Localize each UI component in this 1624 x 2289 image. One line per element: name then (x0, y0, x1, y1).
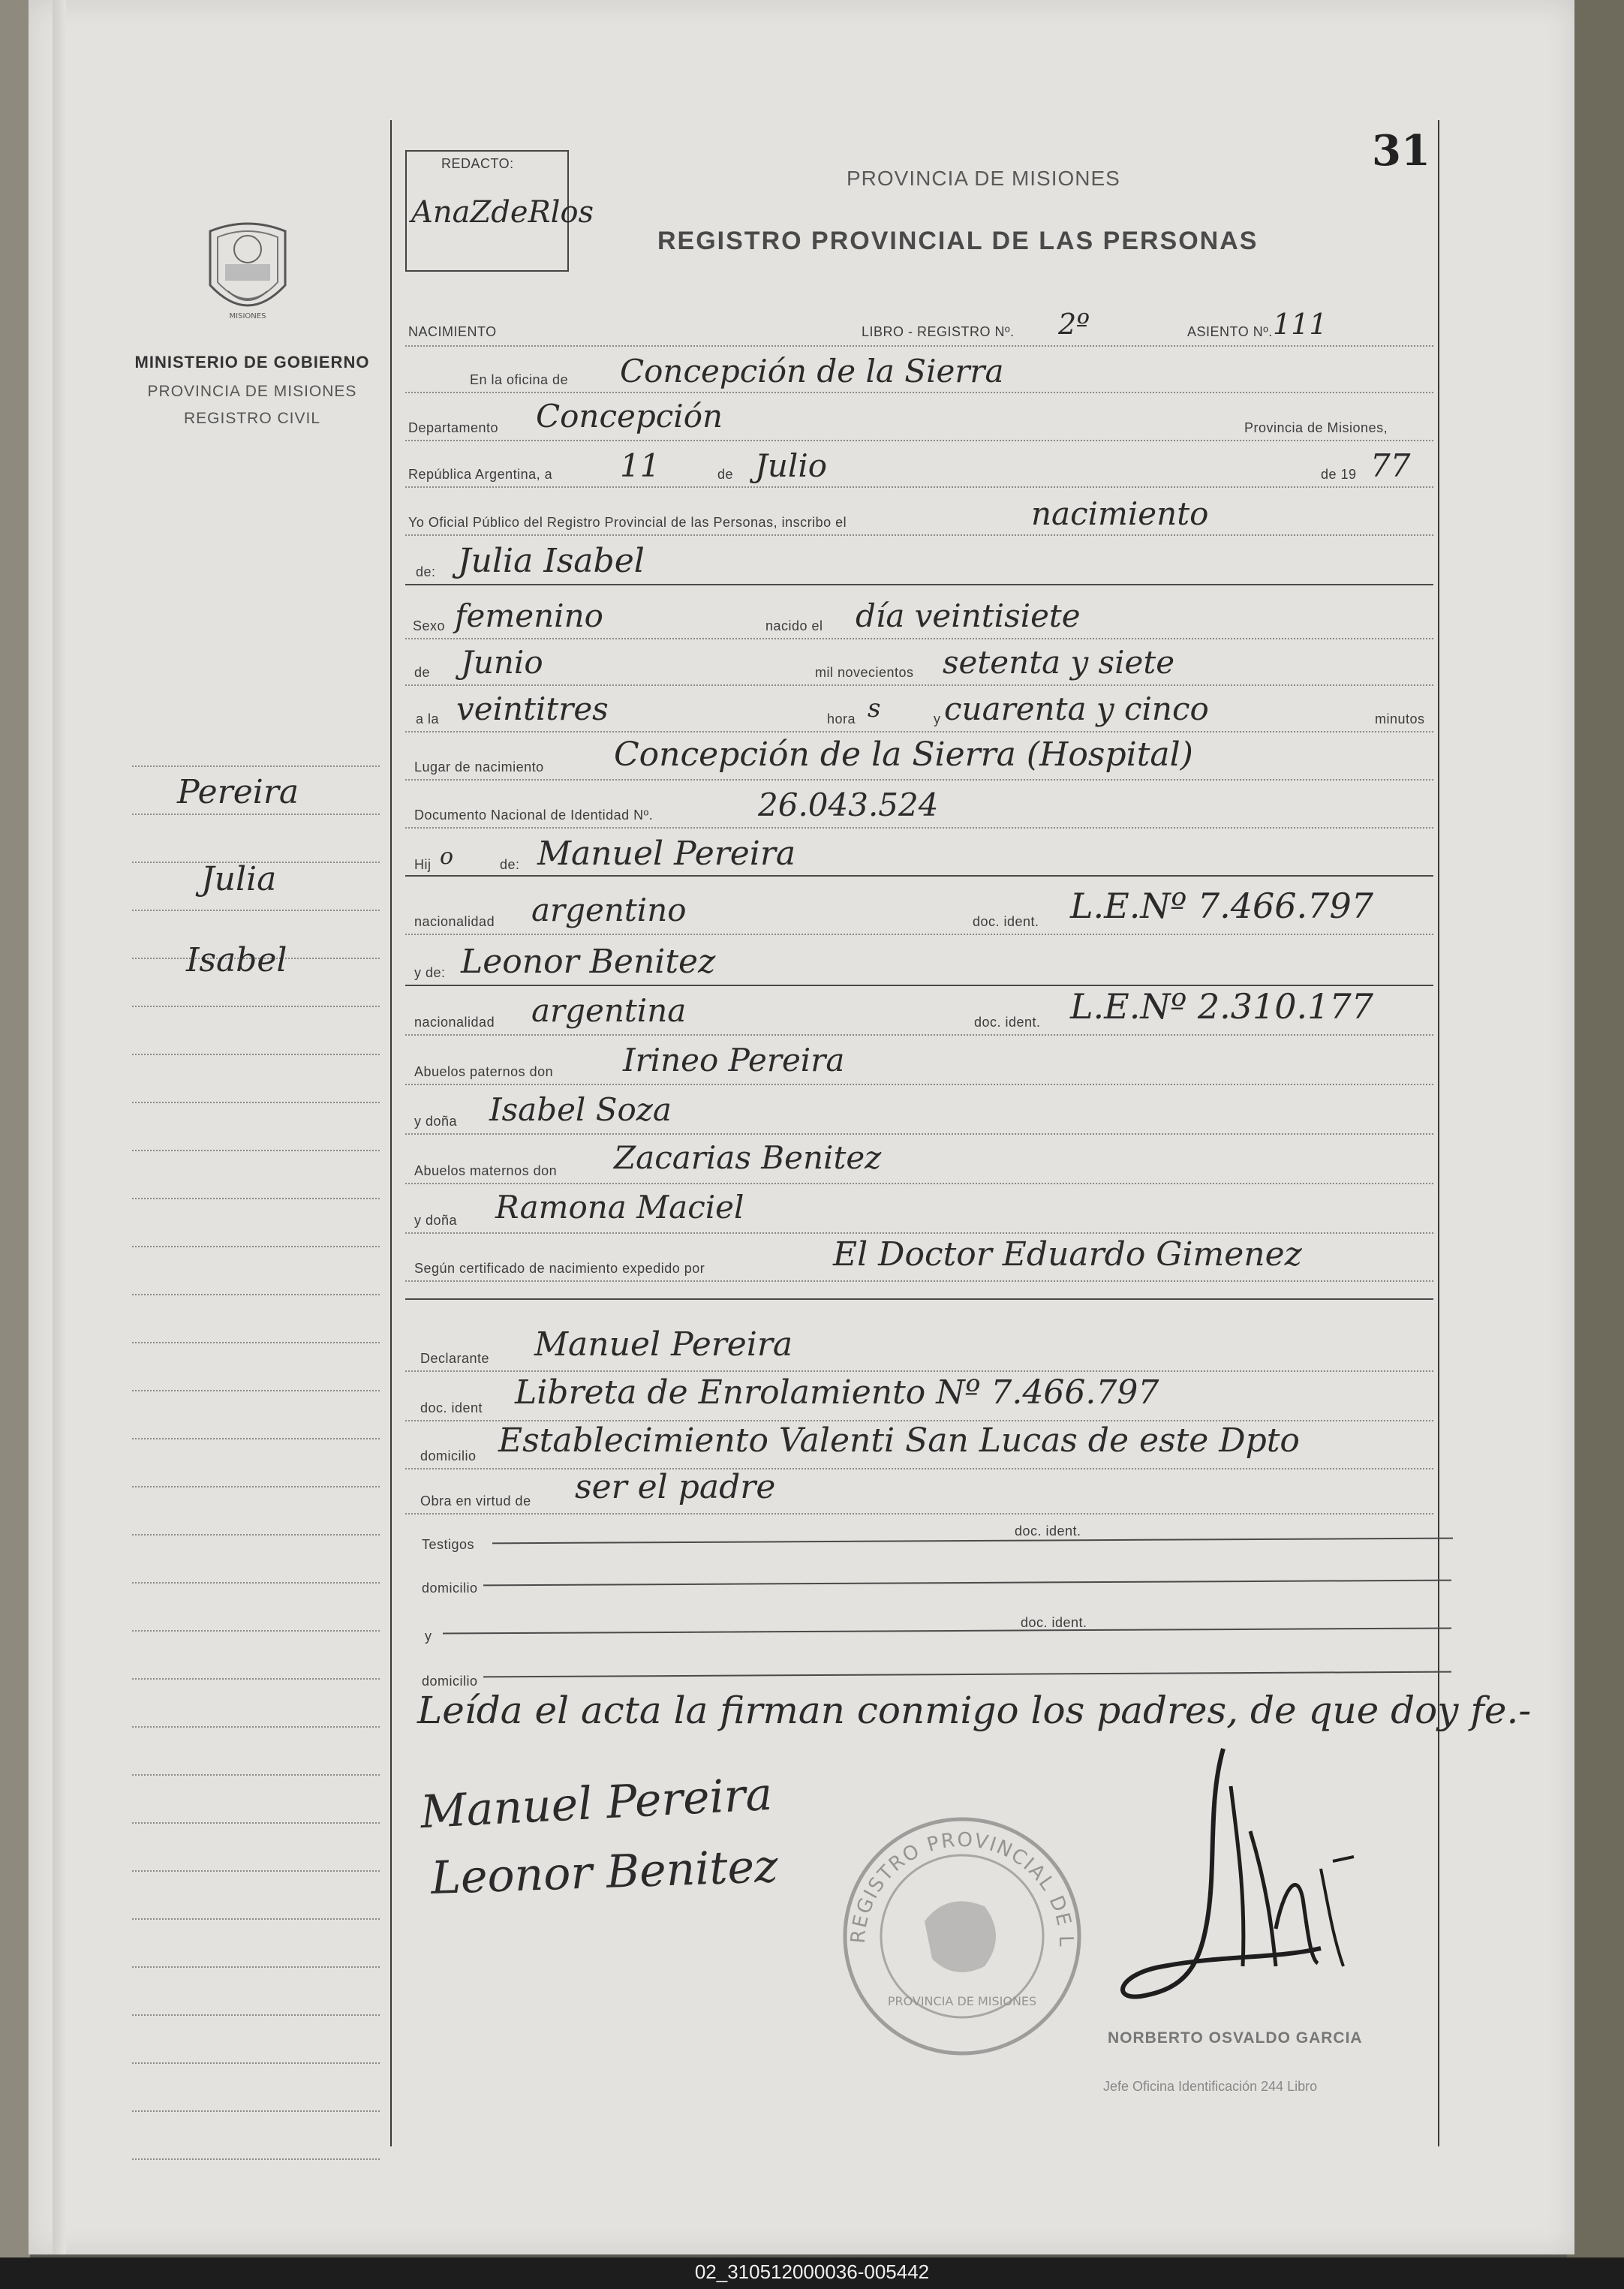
lugar-value: Concepción de la Sierra (Hospital) (614, 735, 1193, 774)
row-line (405, 1232, 1433, 1234)
testigos-doc-ident-2: doc. ident. (1021, 1615, 1087, 1630)
margin-line (132, 1630, 380, 1632)
ministry-seal (201, 216, 294, 329)
margin-line (132, 1774, 380, 1776)
doc2-label: doc. ident. (974, 1015, 1041, 1030)
mil-label: mil novecientos (815, 665, 914, 680)
row-line (405, 779, 1433, 781)
month-value: Julio (755, 447, 828, 484)
row-line (405, 1468, 1433, 1469)
year-value: 77 (1370, 447, 1411, 484)
nac2-label: nacionalidad (414, 1015, 495, 1030)
ministry-province: PROVINCIA DE MISIONES (147, 383, 357, 400)
redacto-box (405, 150, 594, 272)
page-number: 31 (1372, 126, 1430, 176)
row-line (405, 1370, 1433, 1372)
officer-name: NORBERTO OSVALDO GARCIA (1108, 2029, 1363, 2047)
margin-line (132, 2158, 380, 2160)
record-type-label: NACIMIENTO (408, 324, 497, 339)
doc1-label: doc. ident. (973, 914, 1039, 929)
name-value: Julia Isabel (458, 542, 645, 580)
provincia-label: Provincia de Misiones, (1244, 420, 1388, 435)
ministry-block (132, 353, 372, 428)
margin-line (132, 766, 380, 767)
row-line (405, 1513, 1433, 1514)
margin-line (132, 1678, 380, 1680)
margin-line (132, 1822, 380, 1824)
binder-cover-right (1567, 0, 1624, 2257)
margin-line (132, 1294, 380, 1295)
dona1-value: Isabel Soza (489, 1091, 672, 1128)
margin-line (132, 1582, 380, 1584)
departamento-label: Departamento (408, 420, 499, 435)
left-frame-line (390, 120, 392, 2146)
declarante-label: Declarante (420, 1351, 490, 1366)
ala-label: a la (416, 711, 440, 726)
mil-value: setenta y siete (943, 644, 1175, 681)
oficina-value: Concepción de la Sierra (620, 353, 1004, 390)
stamp-text: REGISTRO PROVINCIAL DE L (847, 1828, 1078, 1949)
y-label: y (934, 711, 941, 726)
redacto-label: REDACTO: (441, 156, 514, 171)
row-line (405, 1133, 1433, 1135)
section-divider (405, 1298, 1433, 1300)
margin-second-name: Isabel (186, 941, 287, 979)
margin-line (132, 1438, 380, 1439)
de4-label: de: (500, 857, 520, 872)
testigos-domicilio-label: domicilio (422, 1581, 478, 1596)
hora-value: veintitres (456, 690, 609, 727)
nacido-value: día veintisiete (856, 597, 1081, 634)
row-line (405, 1183, 1433, 1184)
libro-value: 2º (1058, 308, 1090, 341)
closing-statement: Leída el acta la firman conmigo los padres, de que doy fe.- (417, 1689, 1532, 1732)
domicilio-label: domicilio (420, 1448, 477, 1463)
oficial-value: nacimiento (1031, 495, 1209, 532)
mother-signature: Leonor Benitez (429, 1839, 779, 1905)
margin-line (132, 1150, 380, 1151)
dona2-label: y doña (414, 1213, 458, 1228)
abuelos-maternos-label: Abuelos maternos don (414, 1163, 558, 1178)
right-frame-line (1438, 120, 1439, 2146)
margin-line (132, 2110, 380, 2112)
testigos-label: Testigos (422, 1537, 475, 1552)
ministry-name: MINISTERIO DE GOBIERNO (134, 353, 370, 371)
doc-ident-label: doc. ident (420, 1400, 483, 1415)
row-line (405, 638, 1433, 639)
mother-value: Leonor Benitez (461, 943, 716, 981)
dona1-label: y doña (414, 1114, 458, 1129)
abuelos-maternos-value: Zacarias Benitez (614, 1139, 882, 1176)
officer-title: Jefe Oficina Identificación 244 Libro (1103, 2079, 1318, 2094)
nac2-value: argentina (531, 992, 687, 1029)
asiento-label: ASIENTO Nº. (1187, 324, 1273, 339)
margin-line (132, 1054, 380, 1055)
certificado-value: El Doctor Eduardo Gimenez (833, 1235, 1302, 1274)
de3-label: de (414, 665, 431, 680)
birth-month-value: Junio (461, 644, 543, 681)
day-value: 11 (620, 447, 660, 484)
father-signature: Manuel Pereira (419, 1767, 774, 1839)
doc2-value: L.E.Nº 2.310.177 (1070, 986, 1373, 1027)
declarante-value: Manuel Pereira (534, 1325, 793, 1364)
row-line (405, 934, 1433, 935)
margin-line (132, 2014, 380, 2016)
row-line (405, 440, 1433, 441)
margin-line (132, 2062, 380, 2064)
image-filename: 02_310512000036-005442 (694, 2260, 930, 2283)
margin-line (132, 1870, 380, 1872)
margin-line (132, 910, 380, 911)
margin-line (132, 1342, 380, 1343)
dona2-value: Ramona Maciel (495, 1189, 744, 1226)
libro-label: LIBRO - REGISTRO Nº. (862, 324, 1015, 339)
nac1-value: argentino (531, 892, 687, 928)
republica-label: República Argentina, a (408, 467, 553, 482)
province-heading: PROVINCIA DE MISIONES (847, 167, 1120, 190)
page-gutter (53, 0, 66, 2254)
obra-value: ser el padre (575, 1468, 776, 1506)
row-line (405, 345, 1433, 347)
minutos-value: cuarenta y cinco (944, 690, 1209, 727)
row-line (405, 731, 1433, 732)
obra-label: Obra en virtud de (420, 1493, 531, 1508)
doc1-value: L.E.Nº 7.466.797 (1070, 886, 1373, 926)
asiento-value: 111 (1273, 308, 1328, 341)
row-line (405, 534, 1433, 536)
certificado-label: Según certificado de nacimiento expedido por (414, 1261, 705, 1276)
ministry-civil-registry: REGISTRO CIVIL (183, 410, 321, 427)
nac1-label: nacionalidad (414, 914, 495, 929)
official-stamp (835, 1809, 1090, 2056)
abuelos-paternos-label: Abuelos paternos don (414, 1064, 554, 1079)
margin-line (132, 1102, 380, 1103)
margin-line (132, 1390, 380, 1391)
sexo-label: Sexo (413, 618, 446, 633)
margin-surname: Pereira (177, 773, 299, 811)
row-line (405, 392, 1433, 393)
yde-label: y de: (414, 965, 446, 980)
dni-label: Documento Nacional de Identidad Nº. (414, 808, 654, 823)
testigos-doc-ident: doc. ident. (1015, 1523, 1081, 1539)
row-line (405, 684, 1433, 686)
minutos-label: minutos (1375, 711, 1425, 726)
row-line (405, 1084, 1433, 1085)
de-label: de (717, 467, 734, 482)
margin-line (132, 1246, 380, 1247)
row-line (405, 486, 1433, 488)
registry-heading: REGISTRO PROVINCIAL DE LAS PERSONAS (657, 227, 1259, 255)
nacido-label: nacido el (765, 618, 823, 633)
testigos-domicilio-label-2: domicilio (422, 1674, 478, 1689)
hijo-label: Hij (414, 857, 432, 872)
hijo-suffix: o (440, 844, 454, 870)
row-line (405, 1034, 1433, 1036)
margin-line (132, 1198, 380, 1199)
row-line (405, 1280, 1433, 1282)
hora-label: hora (827, 711, 856, 726)
margin-first-name: Julia (201, 860, 277, 898)
seal-text: MISIONES (229, 312, 266, 320)
stamp-inner-text: PROVINCIA DE MISIONES (887, 1994, 1037, 2008)
margin-line (132, 1918, 380, 1920)
de2-label: de: (416, 564, 436, 579)
domicilio-value: Establecimiento Valenti San Lucas de este Dpto (498, 1421, 1300, 1460)
father-value: Manuel Pereira (537, 835, 796, 873)
doc-ident-value: Libreta de Enrolamiento Nº 7.466.797 (515, 1373, 1159, 1412)
binder-cover-left (0, 0, 30, 2257)
official-signature (1096, 1741, 1381, 2026)
margin-line (132, 1726, 380, 1728)
margin-line (132, 1966, 380, 1968)
margin-line (132, 1486, 380, 1487)
testigos-y-label: y (425, 1629, 432, 1644)
sexo-value: femenino (455, 597, 603, 634)
redacto-signature: AnaZdeRlos (411, 195, 594, 230)
margin-line (132, 814, 380, 815)
hora-suffix: s (868, 693, 881, 723)
oficial-label: Yo Oficial Público del Registro Provincial de las Personas, inscribo el (408, 515, 847, 530)
name-underline (405, 584, 1433, 585)
dni-value: 26.043.524 (758, 787, 939, 823)
margin-line (132, 1534, 380, 1536)
row-line (405, 827, 1433, 829)
year-label: de 19 (1321, 467, 1357, 482)
margin-line (132, 1006, 380, 1007)
departamento-value: Concepción (536, 398, 723, 435)
oficina-label: En la oficina de (470, 372, 569, 387)
father-underline (405, 875, 1433, 877)
lugar-label: Lugar de nacimiento (414, 759, 544, 775)
abuelos-paternos-value: Irineo Pereira (623, 1042, 845, 1078)
